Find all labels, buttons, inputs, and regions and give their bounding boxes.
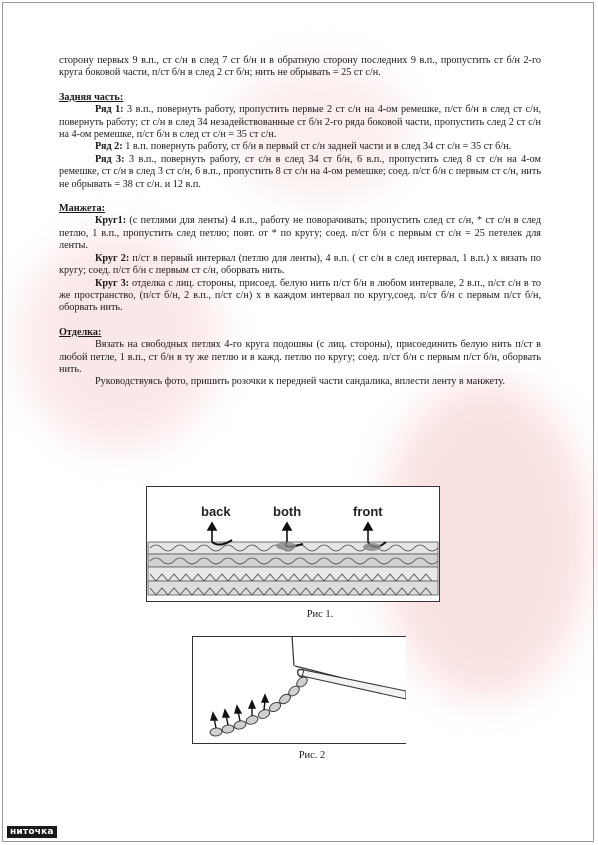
row-label: Круг 3:: [95, 277, 130, 289]
figure-1-label-front: front: [353, 504, 383, 519]
figure-1-caption: Рис 1.: [306, 609, 334, 620]
row-text: 3 в.п., повернуть работу, ст с/н в след 34 ст б/н, 6 в.п., пропустить след 8 ст с/н на 4-ом ремешке, ст с/н в след 3 ст с/н, 6 в.п., пропустить 8 ст с/н на 4-ом ремешке; соед. п/ст б/н с первым ст с/н, нить не обрывать = 38 ст с/н. и 12 в.п.: [59, 153, 541, 190]
row-text: п/ст в первый интервал (петлю для ленты), 4 в.п. ( ст с/н в след интервал, 1 в.п.) х вязать по кругу; соед. п/ст б/н с первым ст с/н, оборвать нить.: [59, 252, 542, 277]
paragraph-finish-1: Вязать на свободных петлях 4-го круга подошвы (с лиц. стороны), присоединить белую нить п/ст в любой петле, 1 в.п., ст б/н в ту же петлю и в кажд. петлю по кругу; соед. п/ст б/н с первым п/ст б/н, оборвать нить.: [59, 339, 541, 375]
figure-1-label-back: back: [201, 504, 231, 519]
section-title-finish: Отделка:: [59, 326, 102, 338]
section-title-back: Задняя часть:: [59, 91, 124, 103]
paragraph-back-row3: [59, 154, 541, 191]
figure-1-stitch-rows: [148, 542, 438, 595]
figure-2-hook-diagram: [192, 636, 406, 744]
paragraph-cuff-round2: [59, 253, 541, 278]
row-label: Круг1:: [95, 215, 127, 227]
row-text: (с петлями для ленты) 4 в.п., работу не поворачивать; пропустить след ст с/н, * ст с/н в след петлю, 1 в.п., пропустить след петлю; повт. от * по кругу; соед. п/ст б/н с первым ст с/н = 25 петелек для ленты.: [59, 215, 541, 252]
document-body: [59, 55, 541, 389]
paragraph-back-row2: [59, 141, 541, 153]
paragraph-back-row1: [59, 104, 541, 141]
row-label: Круг 2:: [95, 252, 130, 264]
paragraph-cuff-round1: [59, 215, 541, 252]
figure-1-loops-diagram: [146, 486, 440, 602]
row-text: 3 в.п., повернуть работу, пропустить первые 2 ст с/н на 4-ом ремешке, п/ст б/н в след ст с/н, повернуть работу; ст с/н в след 34 незадействованные ст б/н 2-го ряда боковой части, пропустить след 2 ст с/н на 4-ом ремешке, п/ст б/н в след ст с/н = 35 ст с/н.: [59, 104, 541, 141]
paragraph-cuff-round3: [59, 278, 541, 315]
row-label: Ряд 1:: [95, 104, 124, 116]
section-title-cuff: Манжета:: [59, 203, 105, 215]
paragraph-finish-2: Руководствуясь фото, пришить розочки к передней части сандалика, вплести ленту в манжету.: [95, 376, 506, 388]
row-label: Ряд 3:: [95, 153, 125, 165]
row-text: 1 в.п. повернуть работу, ст б/н в первый ст с/н задней части и в след 34 ст с/н = 35 ст б/н.: [122, 141, 512, 153]
site-watermark: ниточка: [7, 826, 57, 838]
row-text: отделка с лиц. стороны, присоед. белую нить п/ст б/н в любом интервале, 2 в.п., п/ст с/н в то же пространство, (п/ст б/н, 2 в.п., п/ст с/н) х в каждом интервал по кругу,соед. п/ст б/н с первым п/ст б/н, оборвать нить.: [59, 277, 541, 314]
figure-1-label-both: both: [273, 504, 302, 519]
row-label: Ряд 2:: [95, 141, 123, 153]
paragraph-intro: сторону первых 9 в.п., ст с/н в след 7 ст б/н и в обратную сторону последних 9 в.п., пропустить ст б/н 2-го круга боковой части, п/ст б/н в след 2 ст б/н; нить не обрывать = 25 ст с/н.: [59, 55, 541, 79]
figure-2-caption: Рис. 2: [298, 750, 326, 761]
